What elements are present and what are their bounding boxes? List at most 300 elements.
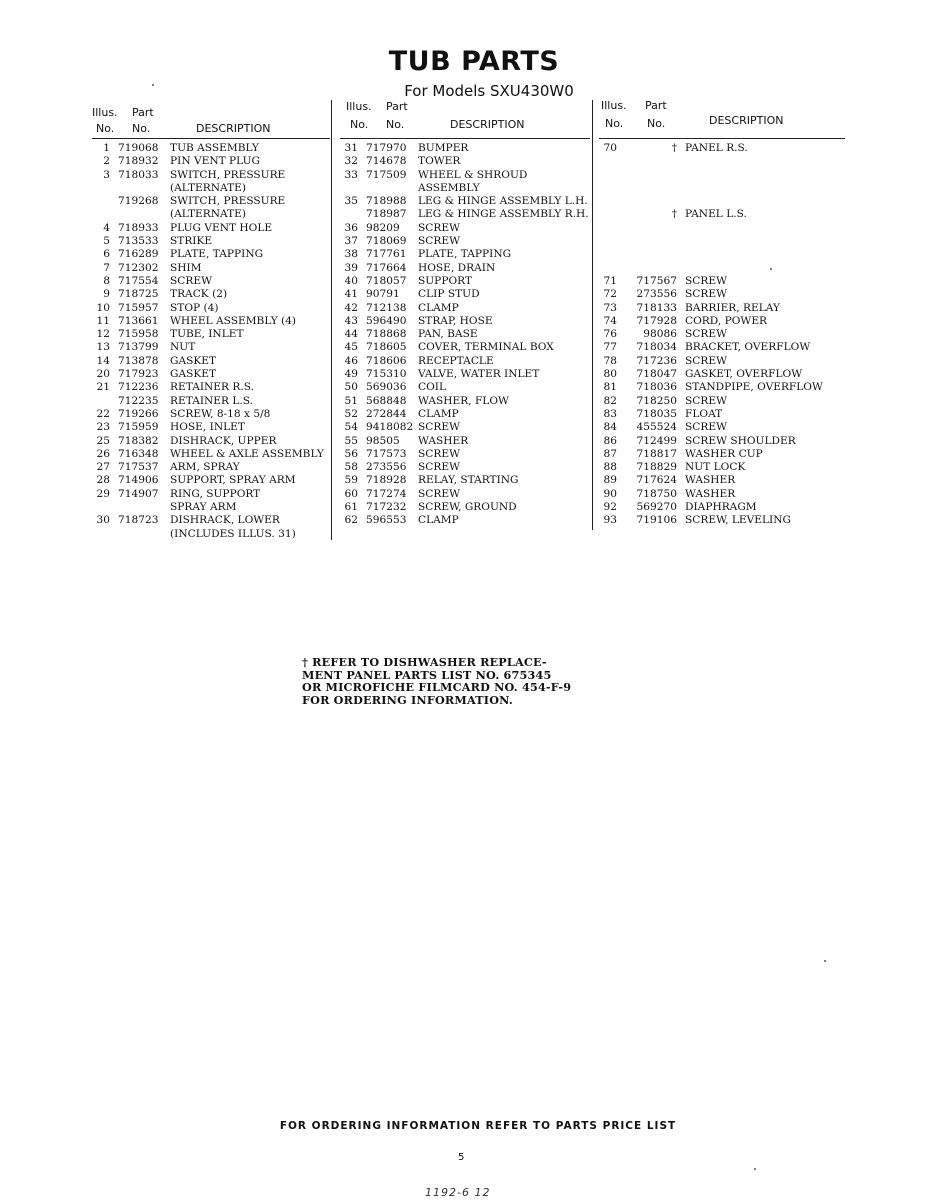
parts-row [340,341,590,354]
part-description: TRACK (2) [170,288,228,301]
part-number: 717928 [636,314,677,327]
parts-row [340,248,590,261]
part-number: 455524 [636,421,677,434]
parts-row [599,208,845,221]
scan-speck [754,1168,756,1170]
illus-number: 36 [344,221,358,234]
part-description: SHIM [170,261,202,274]
parts-row [340,315,590,328]
part-number: 596490 [366,314,407,327]
header-no: No. [96,122,115,135]
parts-row [599,474,845,487]
parts-row [340,155,590,168]
illus-number: 2 [103,155,110,168]
illus-number: 42 [344,301,358,314]
part-description: WHEEL ASSEMBLY (4) [170,314,297,327]
part-number: 713661 [118,314,159,327]
part-description: NUT [170,341,196,354]
part-description: SUPPORT [418,274,472,287]
illus-number: 25 [96,434,110,447]
part-number: 717567 [636,274,677,287]
part-number: 716348 [118,447,159,460]
part-number: 718987 [366,208,407,221]
parts-row [599,235,845,248]
parts-row [92,248,330,261]
part-description: VALVE, WATER INLET [418,368,540,381]
parts-row [92,235,330,248]
parts-row [340,421,590,434]
part-description: STRIKE [170,235,213,248]
illus-number: 22 [96,407,110,420]
part-number: 718382 [118,434,159,447]
part-description: WASHER [685,487,736,500]
parts-row [340,448,590,461]
header-illus: Illus. [346,100,372,113]
illus-number: 50 [344,381,358,394]
part-number: 715310 [366,368,407,381]
part-description: SUPPORT, SPRAY ARM [170,474,296,487]
illus-number: 27 [96,461,110,474]
part-number: 718069 [366,235,407,248]
part-description: WASHER [685,474,736,487]
part-description: WASHER, FLOW [418,394,509,407]
parts-row [599,142,845,155]
column-header [92,104,330,139]
illus-number: 70 [603,142,617,154]
part-number: 273556 [636,288,677,301]
parts-row [92,461,330,474]
part-description: SCREW, LEVELING [685,514,791,527]
illus-number: 76 [603,328,617,341]
parts-row [599,328,845,341]
part-number: 718034 [636,341,677,354]
header-part-no: No. [132,122,151,135]
part-description: SCREW [418,221,460,234]
illus-number: 31 [344,142,358,154]
parts-row [599,288,845,301]
model-subtitle: For Models SXU430W0 [404,82,574,100]
parts-row [599,262,845,275]
illus-number: 39 [344,261,358,274]
illus-number: 7 [103,261,110,274]
illus-number: 81 [603,381,617,394]
illus-number: 52 [344,407,358,420]
parts-row [92,195,330,208]
scan-speck [152,84,154,86]
part-number: 569270 [636,501,677,514]
header-description: DESCRIPTION [709,114,784,127]
part-description: CLIP STUD [418,288,480,301]
part-description: SPRAY ARM [170,501,237,514]
part-number: 719106 [636,514,677,527]
part-description: FLOAT [685,407,723,420]
part-description: SWITCH, PRESSURE [170,168,286,181]
illus-number: 92 [603,501,617,514]
parts-column-2 [340,100,590,528]
illus-number: 60 [344,487,358,500]
parts-row [599,222,845,235]
part-number: 713533 [118,235,159,248]
illus-number: 90 [603,487,617,500]
parts-row [92,288,330,301]
illus-number: 45 [344,341,358,354]
part-number: 716289 [118,248,159,261]
parts-row [599,381,845,394]
part-description: CLAMP [418,514,459,527]
parts-row [340,381,590,394]
illus-number: 51 [344,394,358,407]
illus-number: 30 [96,514,110,527]
illus-number: 61 [344,501,358,514]
parts-row [340,195,590,208]
part-number: 718933 [118,221,159,234]
footnote [302,656,602,706]
header-description: DESCRIPTION [450,118,525,131]
part-number: 713878 [118,354,159,367]
column-divider [592,100,593,530]
parts-row [340,461,590,474]
part-description: (ALTERNATE) [170,208,247,221]
part-description: SCREW [418,421,460,434]
illus-number: 9 [103,288,110,301]
illus-number: 77 [603,341,617,354]
parts-row [340,435,590,448]
illus-number: 78 [603,354,617,367]
header-part-no: No. [647,117,666,130]
part-number: 718723 [118,514,159,527]
part-description: SCREW [685,274,727,287]
part-number: 712499 [636,434,677,447]
parts-row [92,208,330,221]
page-title: TUB PARTS [388,46,560,77]
illus-number: 13 [96,341,110,354]
illus-number: 72 [603,288,617,301]
part-number: 712302 [118,261,159,274]
footnote-line: † REFER TO DISHWASHER REPLACE- [302,655,547,669]
parts-row [599,341,845,354]
parts-row [340,288,590,301]
part-description: PLATE, TAPPING [418,248,512,261]
illus-number: 56 [344,447,358,460]
parts-row [92,514,330,527]
part-number: 569036 [366,381,407,394]
illus-number: 73 [603,301,617,314]
part-number: 715957 [118,301,159,314]
part-number: 712235 [118,394,159,407]
handwritten-mark: 1192-6 12 [425,1186,491,1199]
illus-number: 83 [603,407,617,420]
part-number: 715958 [118,328,159,341]
part-number: 713799 [118,341,159,354]
part-description: BUMPER [418,142,469,154]
parts-row [599,514,845,527]
scan-speck [824,960,826,962]
part-description: SCREW [170,274,212,287]
part-description: COVER, TERMINAL BOX [418,341,554,354]
illus-number: 20 [96,368,110,381]
part-number: 273556 [366,461,407,474]
illus-number: 29 [96,487,110,500]
parts-row [340,355,590,368]
part-description: PLUG VENT HOLE [170,221,273,234]
part-number: 718725 [118,288,159,301]
parts-row [92,528,330,541]
part-number: 718035 [636,407,677,420]
scan-speck [770,268,772,270]
illus-number: 33 [344,168,358,181]
parts-row [599,501,845,514]
part-description: PIN VENT PLUG [170,155,261,168]
illus-number: 12 [96,328,110,341]
part-number: 714906 [118,474,159,487]
part-number: 718047 [636,368,677,381]
illus-number: 93 [603,514,617,527]
illus-number: 35 [344,195,358,208]
part-number: 718057 [366,274,407,287]
parts-row [340,474,590,487]
part-description: (INCLUDES ILLUS. 31) [170,527,296,540]
part-number: 719266 [118,407,159,420]
part-number: 596553 [366,514,407,527]
part-description: GASKET [170,354,217,367]
parts-row [340,368,590,381]
part-description: SCREW SHOULDER [685,434,796,447]
part-description: TUB ASSEMBLY [170,142,259,154]
parts-row [599,461,845,474]
header-illus: Illus. [92,106,118,119]
parts-row [340,501,590,514]
parts-row [92,408,330,421]
part-number: 717664 [366,261,407,274]
parts-row [340,275,590,288]
illus-number: 26 [96,447,110,460]
part-description: CLAMP [418,407,459,420]
part-description: SWITCH, PRESSURE [170,195,286,208]
illus-number: 40 [344,274,358,287]
part-number: 718829 [636,461,677,474]
part-number: 9418082 [366,421,414,434]
illus-number: 59 [344,474,358,487]
header-illus: Illus. [601,99,627,112]
parts-row [340,302,590,315]
illus-number: 87 [603,447,617,460]
parts-row [340,262,590,275]
illus-number: 21 [96,381,110,394]
parts-row [92,341,330,354]
parts-row [340,235,590,248]
part-number: † [671,208,677,221]
illus-number: 88 [603,461,617,474]
parts-list [92,139,330,541]
illus-number: 8 [103,274,110,287]
parts-row [599,195,845,208]
header-part-no: No. [386,118,405,131]
part-number: 712236 [118,381,159,394]
part-description: WHEEL & SHROUD [418,168,528,181]
part-number: 718250 [636,394,677,407]
parts-row [599,248,845,261]
part-number: 718868 [366,328,407,341]
part-description: ARM, SPRAY [170,461,240,474]
illus-number: 74 [603,314,617,327]
parts-row [92,222,330,235]
header-part: Part [132,106,154,119]
part-description: CLAMP [418,301,459,314]
part-number: 717554 [118,274,159,287]
footnote-line: OR MICROFICHE FILMCARD NO. 454-F-9 [302,680,572,694]
part-description: TUBE, INLET [170,328,244,341]
part-description: TOWER [418,155,461,168]
parts-row [92,448,330,461]
parts-row [340,488,590,501]
part-description: DIAPHRAGM [685,501,757,514]
parts-row [599,435,845,448]
illus-number: 55 [344,434,358,447]
part-description: NUT LOCK [685,461,746,474]
part-description: ASSEMBLY [418,181,480,194]
parts-row [92,302,330,315]
part-number: 715959 [118,421,159,434]
illus-number: 82 [603,394,617,407]
page-number: 5 [458,1152,465,1163]
part-number: 718932 [118,155,159,168]
parts-row [92,368,330,381]
illus-number: 10 [96,301,110,314]
parts-row [599,182,845,195]
parts-row [340,142,590,155]
parts-row [92,435,330,448]
part-description: STRAP, HOSE [418,314,493,327]
footnote-line: MENT PANEL PARTS LIST NO. 675345 [302,667,552,682]
illus-number: 1 [103,142,110,154]
ordering-note: FOR ORDERING INFORMATION REFER TO PARTS PRICE LIST [279,1120,677,1132]
illus-number: 86 [603,434,617,447]
part-number: 717573 [366,447,407,460]
illus-number: 44 [344,328,358,341]
part-description: HOSE, INLET [170,421,245,434]
part-description: SCREW [418,447,460,460]
part-description: GASKET, OVERFLOW [685,368,803,381]
illus-number: 58 [344,461,358,474]
illus-number: 43 [344,314,358,327]
part-number: † [671,142,677,154]
parts-row [340,395,590,408]
part-description: PANEL L.S. [685,208,747,221]
parts-row [599,315,845,328]
parts-row [599,448,845,461]
part-number: 717624 [636,474,677,487]
parts-row [92,488,330,501]
illus-number: 32 [344,155,358,168]
part-description: STANDPIPE, OVERFLOW [685,381,823,394]
parts-row [92,182,330,195]
footnote-line: FOR ORDERING INFORMATION. [302,692,513,707]
part-number: 712138 [366,301,407,314]
header-no: No. [605,117,624,130]
part-number: 718928 [366,474,407,487]
parts-row [92,395,330,408]
parts-column-3 [599,99,845,528]
part-description: WASHER [418,434,469,447]
parts-row [340,169,590,182]
part-description: LEG & HINGE ASSEMBLY L.H. [418,195,588,208]
parts-row [340,328,590,341]
part-description: LEG & HINGE ASSEMBLY R.H. [418,208,589,221]
part-description: GASKET [170,368,217,381]
parts-row [92,501,330,514]
parts-row [92,421,330,434]
part-description: PAN, BASE [418,328,478,341]
part-number: 98086 [643,328,677,341]
illus-number: 49 [344,368,358,381]
part-number: 719268 [118,195,159,208]
part-number: 718988 [366,195,407,208]
parts-row [92,155,330,168]
parts-row [340,514,590,527]
illus-number: 37 [344,235,358,248]
part-description: SCREW [685,328,727,341]
part-number: 719068 [118,142,159,154]
part-description: RELAY, STARTING [418,474,519,487]
illus-number: 84 [603,421,617,434]
parts-row [340,408,590,421]
illus-number: 54 [344,421,358,434]
part-description: SCREW [685,288,727,301]
illus-number: 71 [603,274,617,287]
parts-row [92,355,330,368]
parts-row [92,142,330,155]
part-description: SCREW, 8-18 x 5/8 [170,407,271,420]
parts-list [340,139,590,528]
part-description: RETAINER L.S. [170,394,254,407]
parts-row [599,169,845,182]
illus-number: 62 [344,514,358,527]
parts-row [92,262,330,275]
part-number: 718036 [636,381,677,394]
parts-row [599,488,845,501]
part-description: SCREW [418,235,460,248]
parts-row [92,328,330,341]
part-description: (ALTERNATE) [170,181,247,194]
part-number: 714907 [118,487,159,500]
parts-row [92,381,330,394]
part-description: RETAINER R.S. [170,381,254,394]
part-number: 717509 [366,168,407,181]
part-description: DISHRACK, LOWER [170,514,280,527]
part-description: WHEEL & AXLE ASSEMBLY [170,447,324,460]
illus-number: 80 [603,368,617,381]
illus-number: 28 [96,474,110,487]
parts-row [599,395,845,408]
parts-row [92,169,330,182]
part-description: WASHER CUP [685,447,763,460]
part-description: RECEPTACLE [418,354,494,367]
illus-number: 14 [96,354,110,367]
part-number: 717274 [366,487,407,500]
part-number: 718133 [636,301,677,314]
illus-number: 6 [103,248,110,261]
part-number: 568848 [366,394,407,407]
illus-number: 46 [344,354,358,367]
column-divider [331,100,332,540]
parts-row [340,182,590,195]
part-description: DISHRACK, UPPER [170,434,277,447]
part-number: 718033 [118,168,159,181]
illus-number: 38 [344,248,358,261]
column-header [340,100,590,139]
parts-row [599,421,845,434]
illus-number: 3 [103,168,110,181]
